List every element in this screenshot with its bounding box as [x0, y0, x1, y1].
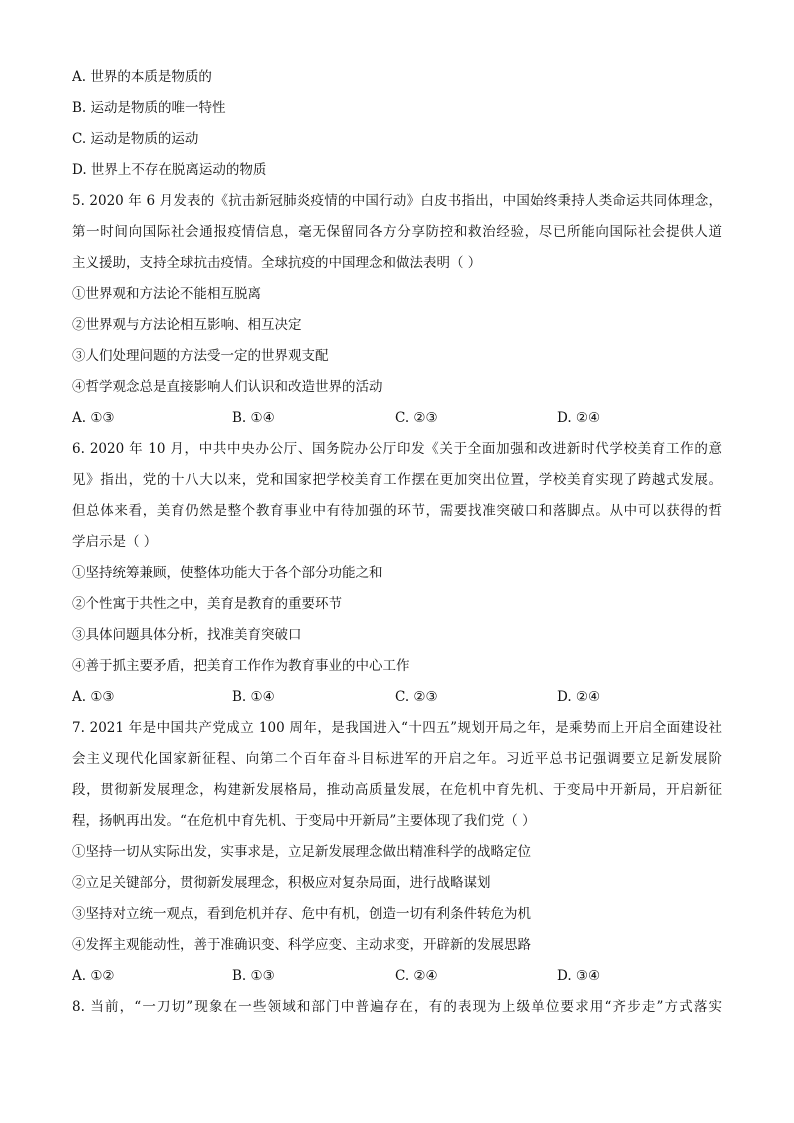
q7-stem-line: 会主义现代化国家新征程、向第二个百年奋斗目标进军的开启之年。习近平总书记强调要立足新发展阶 [72, 751, 722, 767]
q6-item-1: ①坚持统筹兼顾，使整体功能大于各个部分功能之和 [72, 565, 383, 581]
q8-stem-line: 8. 当前，“一刀切”现象在一些领域和部门中普遍存在，有的表现为上级单位要求用“齐步走”方式落实 [72, 999, 722, 1015]
q6-item-2: ②个性寓于共性之中，美育是教育的重要环节 [72, 596, 342, 612]
q7-choices [72, 961, 722, 992]
q6-choice-b: B. ①④ [232, 689, 275, 705]
q7-item-4: ④发挥主观能动性，善于准确识变、科学应变、主动求变，开辟新的发展思路 [72, 937, 531, 953]
q5-item-1: ①世界观和方法论不能相互脱离 [72, 286, 261, 302]
q5-item-2: ②世界观与方法论相互影响、相互决定 [72, 317, 302, 333]
q5-stem-line: 主义援助，支持全球抗击疫情。全球抗疫的中国理念和做法表明（ ） [72, 255, 482, 271]
question-5 [72, 186, 722, 434]
q6-stem-line: 但总体来看，美育仍然是整个教育事业中有待加强的环节，需要找准突破口和落脚点。从中可以获得的哲 [72, 503, 722, 519]
q6-choices [72, 682, 722, 713]
q5-choice-b: B. ①④ [232, 410, 275, 426]
q5-stem-line: 5. 2020 年 6 月发表的《抗击新冠肺炎疫情的中国行动》白皮书指出，中国始终秉持人类命运共同体理念， [72, 193, 722, 209]
q6-stem-line: 6. 2020 年 10 月，中共中央办公厅、国务院办公厅印发《关于全面加强和改进新时代学校美育工作的意 [72, 441, 722, 457]
q7-stem-line: 程，扬帆再出发。“在危机中育先机、于变局中开新局”主要体现了我们党（ ） [72, 813, 536, 829]
q7-choice-d: D. ③④ [557, 968, 601, 984]
q6-choice-a: A. ①③ [72, 689, 115, 705]
question-4-options [72, 62, 722, 186]
q4-option-c: C. 运动是物质的运动 [72, 131, 199, 147]
q7-choice-c: C. ②④ [395, 968, 438, 984]
q5-choice-a: A. ①③ [72, 410, 115, 426]
q6-stem-line: 学启示是（ ） [72, 534, 158, 550]
q7-choice-b: B. ①③ [232, 968, 275, 984]
q5-item-4: ④哲学观念总是直接影响人们认识和改造世界的活动 [72, 379, 383, 395]
q5-stem-line: 第一时间向国际社会通报疫情信息，毫无保留同各方分享防控和救治经验，尽已所能向国际社会提供人道 [72, 224, 722, 240]
q4-option-d: D. 世界上不存在脱离运动的物质 [72, 162, 267, 178]
exam-page [72, 62, 722, 1023]
question-8 [72, 992, 722, 1023]
q5-choice-c: C. ②③ [395, 410, 438, 426]
q6-choice-c: C. ②③ [395, 689, 438, 705]
q7-item-1: ①坚持一切从实际出发，实事求是，立足新发展理念做出精准科学的战略定位 [72, 844, 531, 860]
q7-stem-line: 7. 2021 年是中国共产党成立 100 周年，是我国进入“十四五”规划开局之年，是乘势而上开启全面建设社 [72, 720, 722, 736]
q4-option-b: B. 运动是物质的唯一特性 [72, 100, 226, 116]
question-6 [72, 434, 722, 713]
q6-item-3: ③具体问题具体分析，找准美育突破口 [72, 627, 302, 643]
q5-choices [72, 403, 722, 434]
q4-option-a: A. 世界的本质是物质的 [72, 69, 212, 85]
q5-item-3: ③人们处理问题的方法受一定的世界观支配 [72, 348, 329, 364]
q7-item-2: ②立足关键部分，贯彻新发展理念，积极应对复杂局面，进行战略谋划 [72, 875, 491, 891]
q7-stem-line: 段，贯彻新发展理念，构建新发展格局，推动高质量发展，在危机中育先机、于变局中开新局，开启新征 [72, 782, 722, 798]
q6-item-4: ④善于抓主要矛盾，把美育工作作为教育事业的中心工作 [72, 658, 410, 674]
question-7 [72, 713, 722, 992]
q7-item-3: ③坚持对立统一观点，看到危机并存、危中有机，创造一切有利条件转危为机 [72, 906, 531, 922]
q5-choice-d: D. ②④ [557, 410, 601, 426]
q6-choice-d: D. ②④ [557, 689, 601, 705]
q6-stem-line: 见》指出，党的十八大以来，党和国家把学校美育工作摆在更加突出位置，学校美育实现了跨越式发展。 [72, 472, 722, 488]
q7-choice-a: A. ①② [72, 968, 115, 984]
